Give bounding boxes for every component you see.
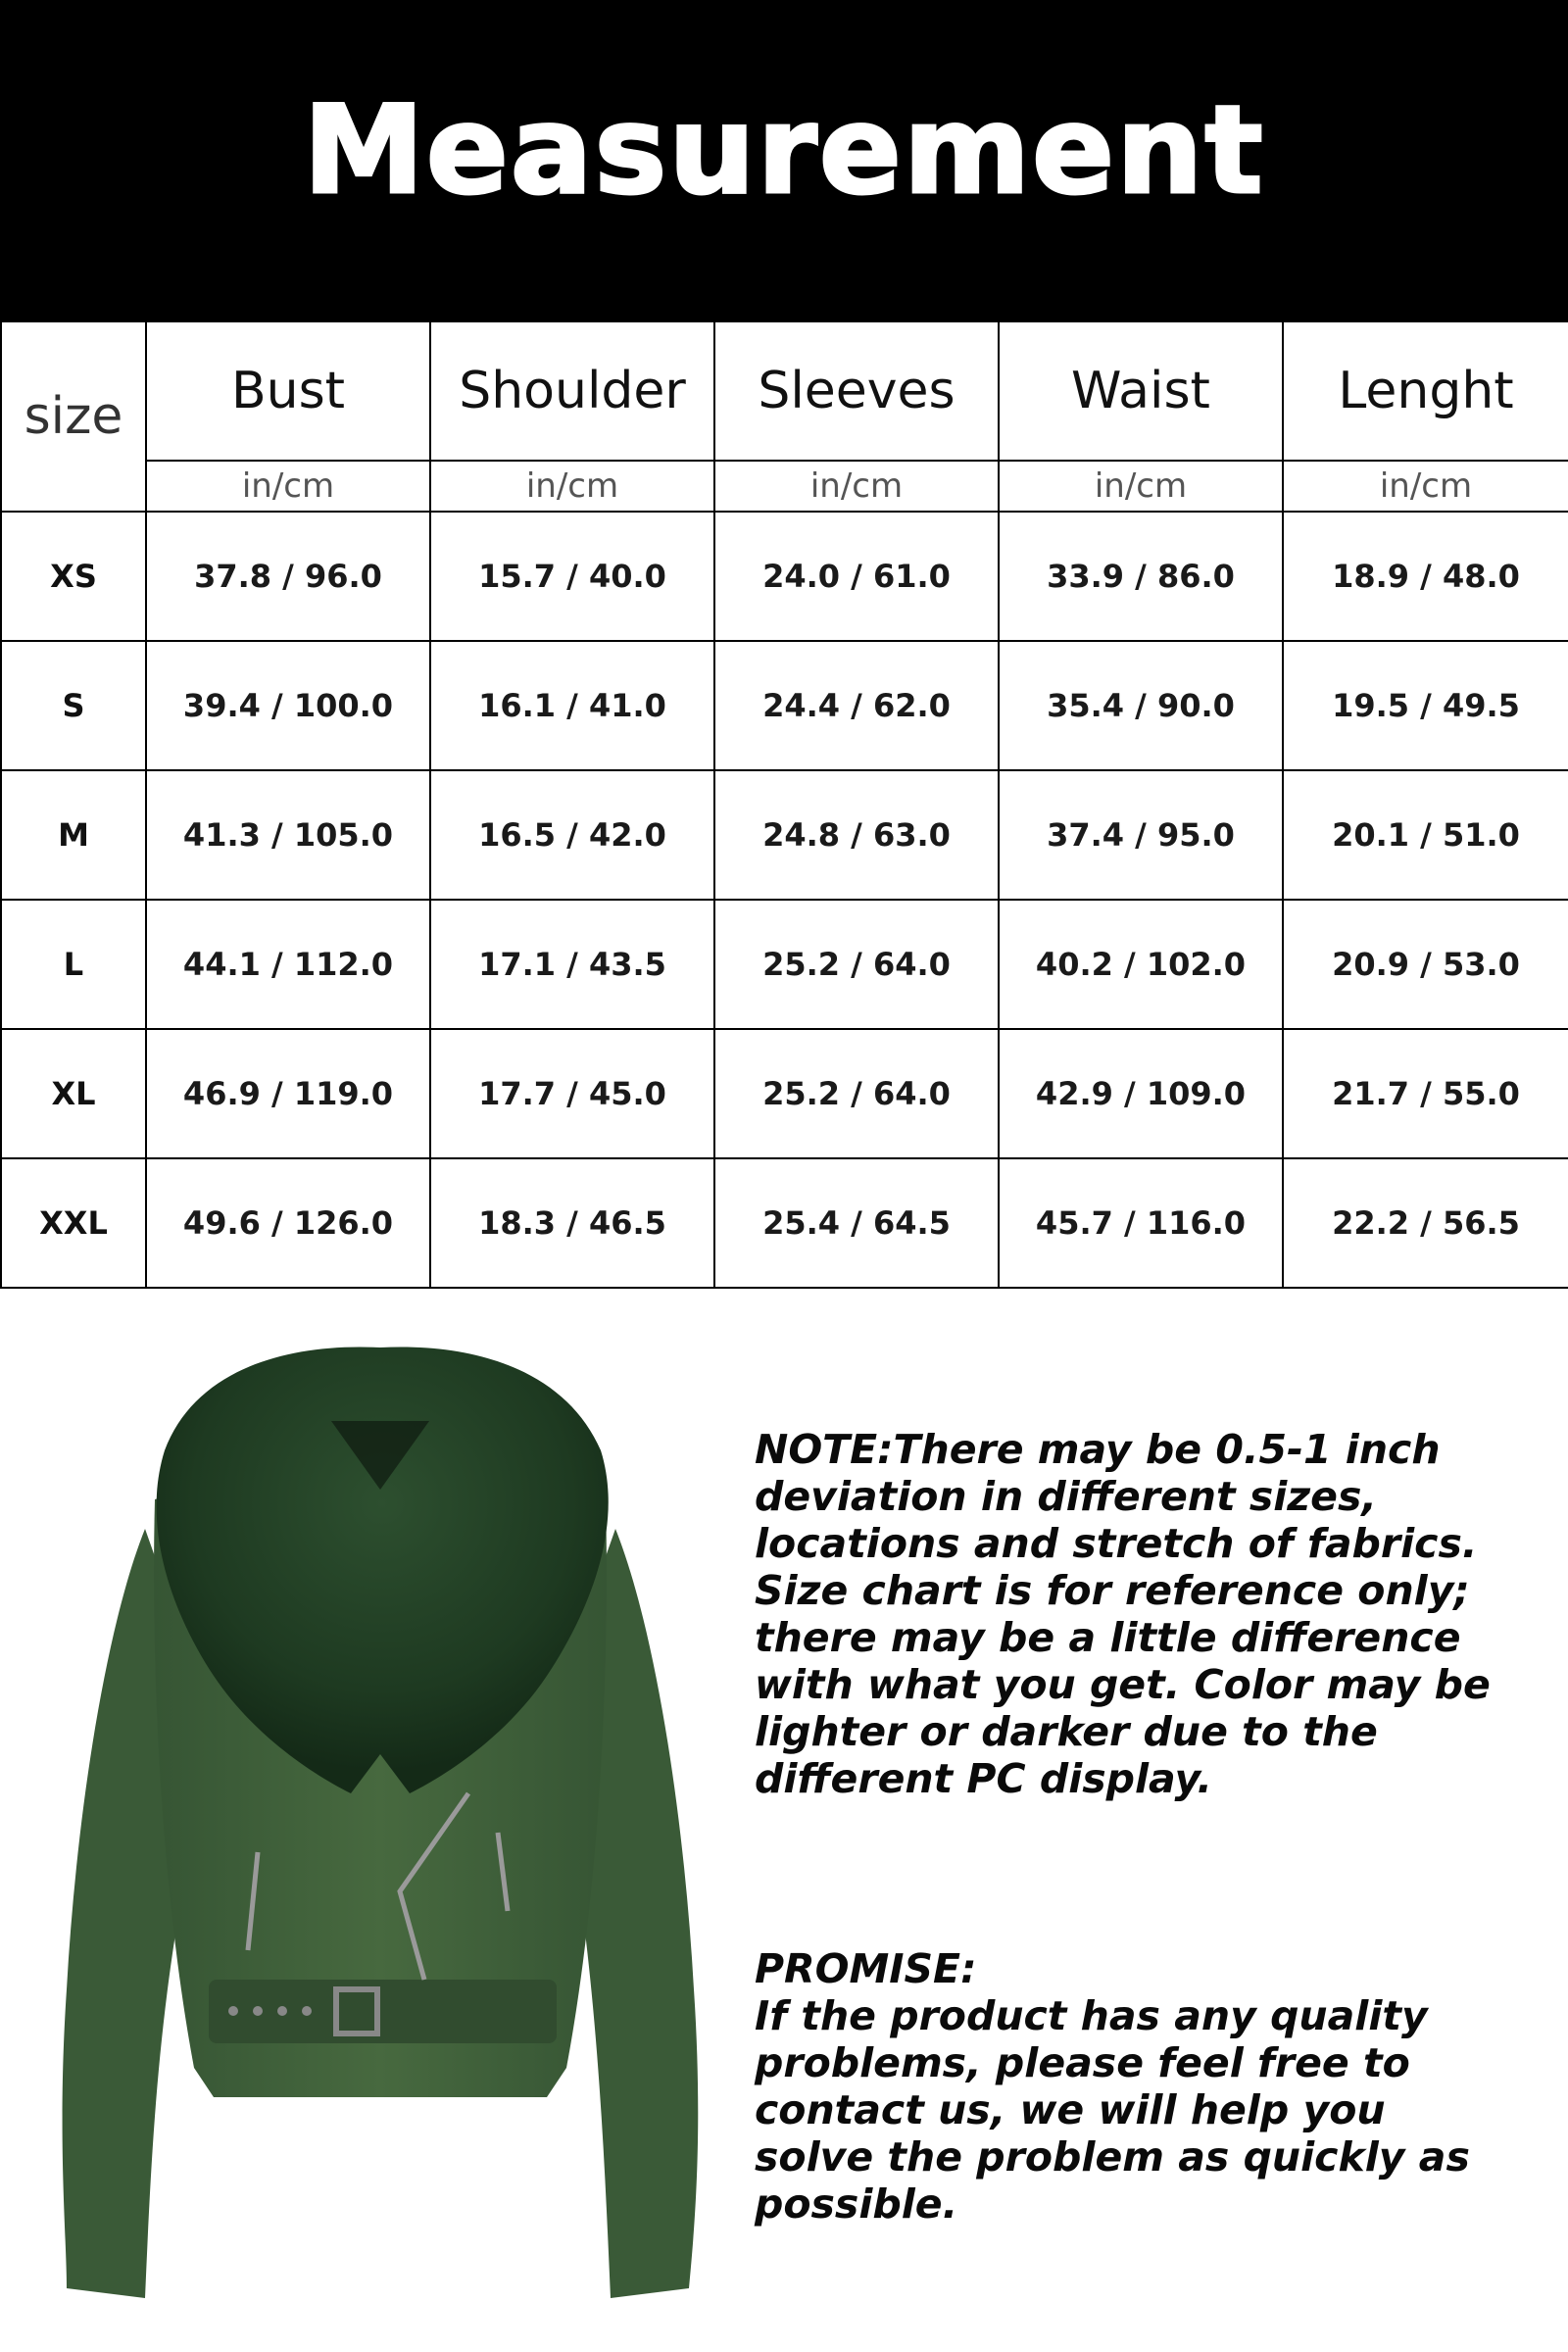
bust-value: 39.4 / 100.0 [146,641,430,770]
column-header-waist: Waist [999,321,1283,461]
table-row [1,1029,1568,1158]
sleeves-value: 25.2 / 64.0 [714,900,999,1029]
column-header-shoulder: Shoulder [430,321,714,461]
unit-label: in/cm [430,461,714,512]
size-cell: L [1,900,146,1029]
unit-label: in/cm [999,461,1283,512]
size-cell: XL [1,1029,146,1158]
bust-value: 46.9 / 119.0 [146,1029,430,1158]
waist-value: 37.4 / 95.0 [999,770,1283,900]
sleeves-value: 24.4 / 62.0 [714,641,999,770]
column-header-length: Lenght [1283,321,1568,461]
shoulder-value: 15.7 / 40.0 [430,512,714,641]
note-text: NOTE:There may be 0.5-1 inch deviation in different sizes, locations and stretch of fabrics. Size chart is for reference only; there may be a little difference with what you get. Color may be lighter or darker due to the different PC display. [755,1426,1491,1802]
length-value: 19.5 / 49.5 [1283,641,1568,770]
bust-value: 37.8 / 96.0 [146,512,430,641]
shoulder-value: 17.7 / 45.0 [430,1029,714,1158]
length-value: 20.1 / 51.0 [1283,770,1568,900]
waist-value: 40.2 / 102.0 [999,900,1283,1029]
bust-value: 41.3 / 105.0 [146,770,430,900]
unit-label: in/cm [146,461,430,512]
length-value: 18.9 / 48.0 [1283,512,1568,641]
shoulder-value: 16.1 / 41.0 [430,641,714,770]
bust-value: 44.1 / 112.0 [146,900,430,1029]
size-chart-table [0,320,1568,1289]
size-cell: M [1,770,146,900]
jacket-illustration [37,1303,723,2337]
promise-text: If the product has any quality problems, please feel free to contact us, we will help you solve the problem as quickly as possible. [755,1992,1470,2228]
table-row [1,641,1568,770]
table-row [1,512,1568,641]
sleeves-value: 24.8 / 63.0 [714,770,999,900]
column-header-sleeves: Sleeves [714,321,999,461]
length-value: 20.9 / 53.0 [1283,900,1568,1029]
promise-title: PROMISE: [755,1945,977,1992]
header-banner [0,0,1568,320]
page-title: Measurement [303,79,1265,221]
unit-label: in/cm [1283,461,1568,512]
bust-value: 49.6 / 126.0 [146,1158,430,1288]
length-value: 21.7 / 55.0 [1283,1029,1568,1158]
sleeves-value: 24.0 / 61.0 [714,512,999,641]
size-column-header: size [1,321,146,512]
product-image [37,1303,723,2337]
size-cell: XXL [1,1158,146,1288]
waist-value: 33.9 / 86.0 [999,512,1283,641]
shoulder-value: 16.5 / 42.0 [430,770,714,900]
column-header-bust: Bust [146,321,430,461]
table-row [1,1158,1568,1288]
shoulder-value: 18.3 / 46.5 [430,1158,714,1288]
sleeves-value: 25.2 / 64.0 [714,1029,999,1158]
shoulder-value: 17.1 / 43.5 [430,900,714,1029]
waist-value: 35.4 / 90.0 [999,641,1283,770]
size-cell: S [1,641,146,770]
size-cell: XS [1,512,146,641]
sleeves-value: 25.4 / 64.5 [714,1158,999,1288]
unit-label: in/cm [714,461,999,512]
table-row [1,770,1568,900]
waist-value: 45.7 / 116.0 [999,1158,1283,1288]
length-value: 22.2 / 56.5 [1283,1158,1568,1288]
table-row [1,900,1568,1029]
waist-value: 42.9 / 109.0 [999,1029,1283,1158]
